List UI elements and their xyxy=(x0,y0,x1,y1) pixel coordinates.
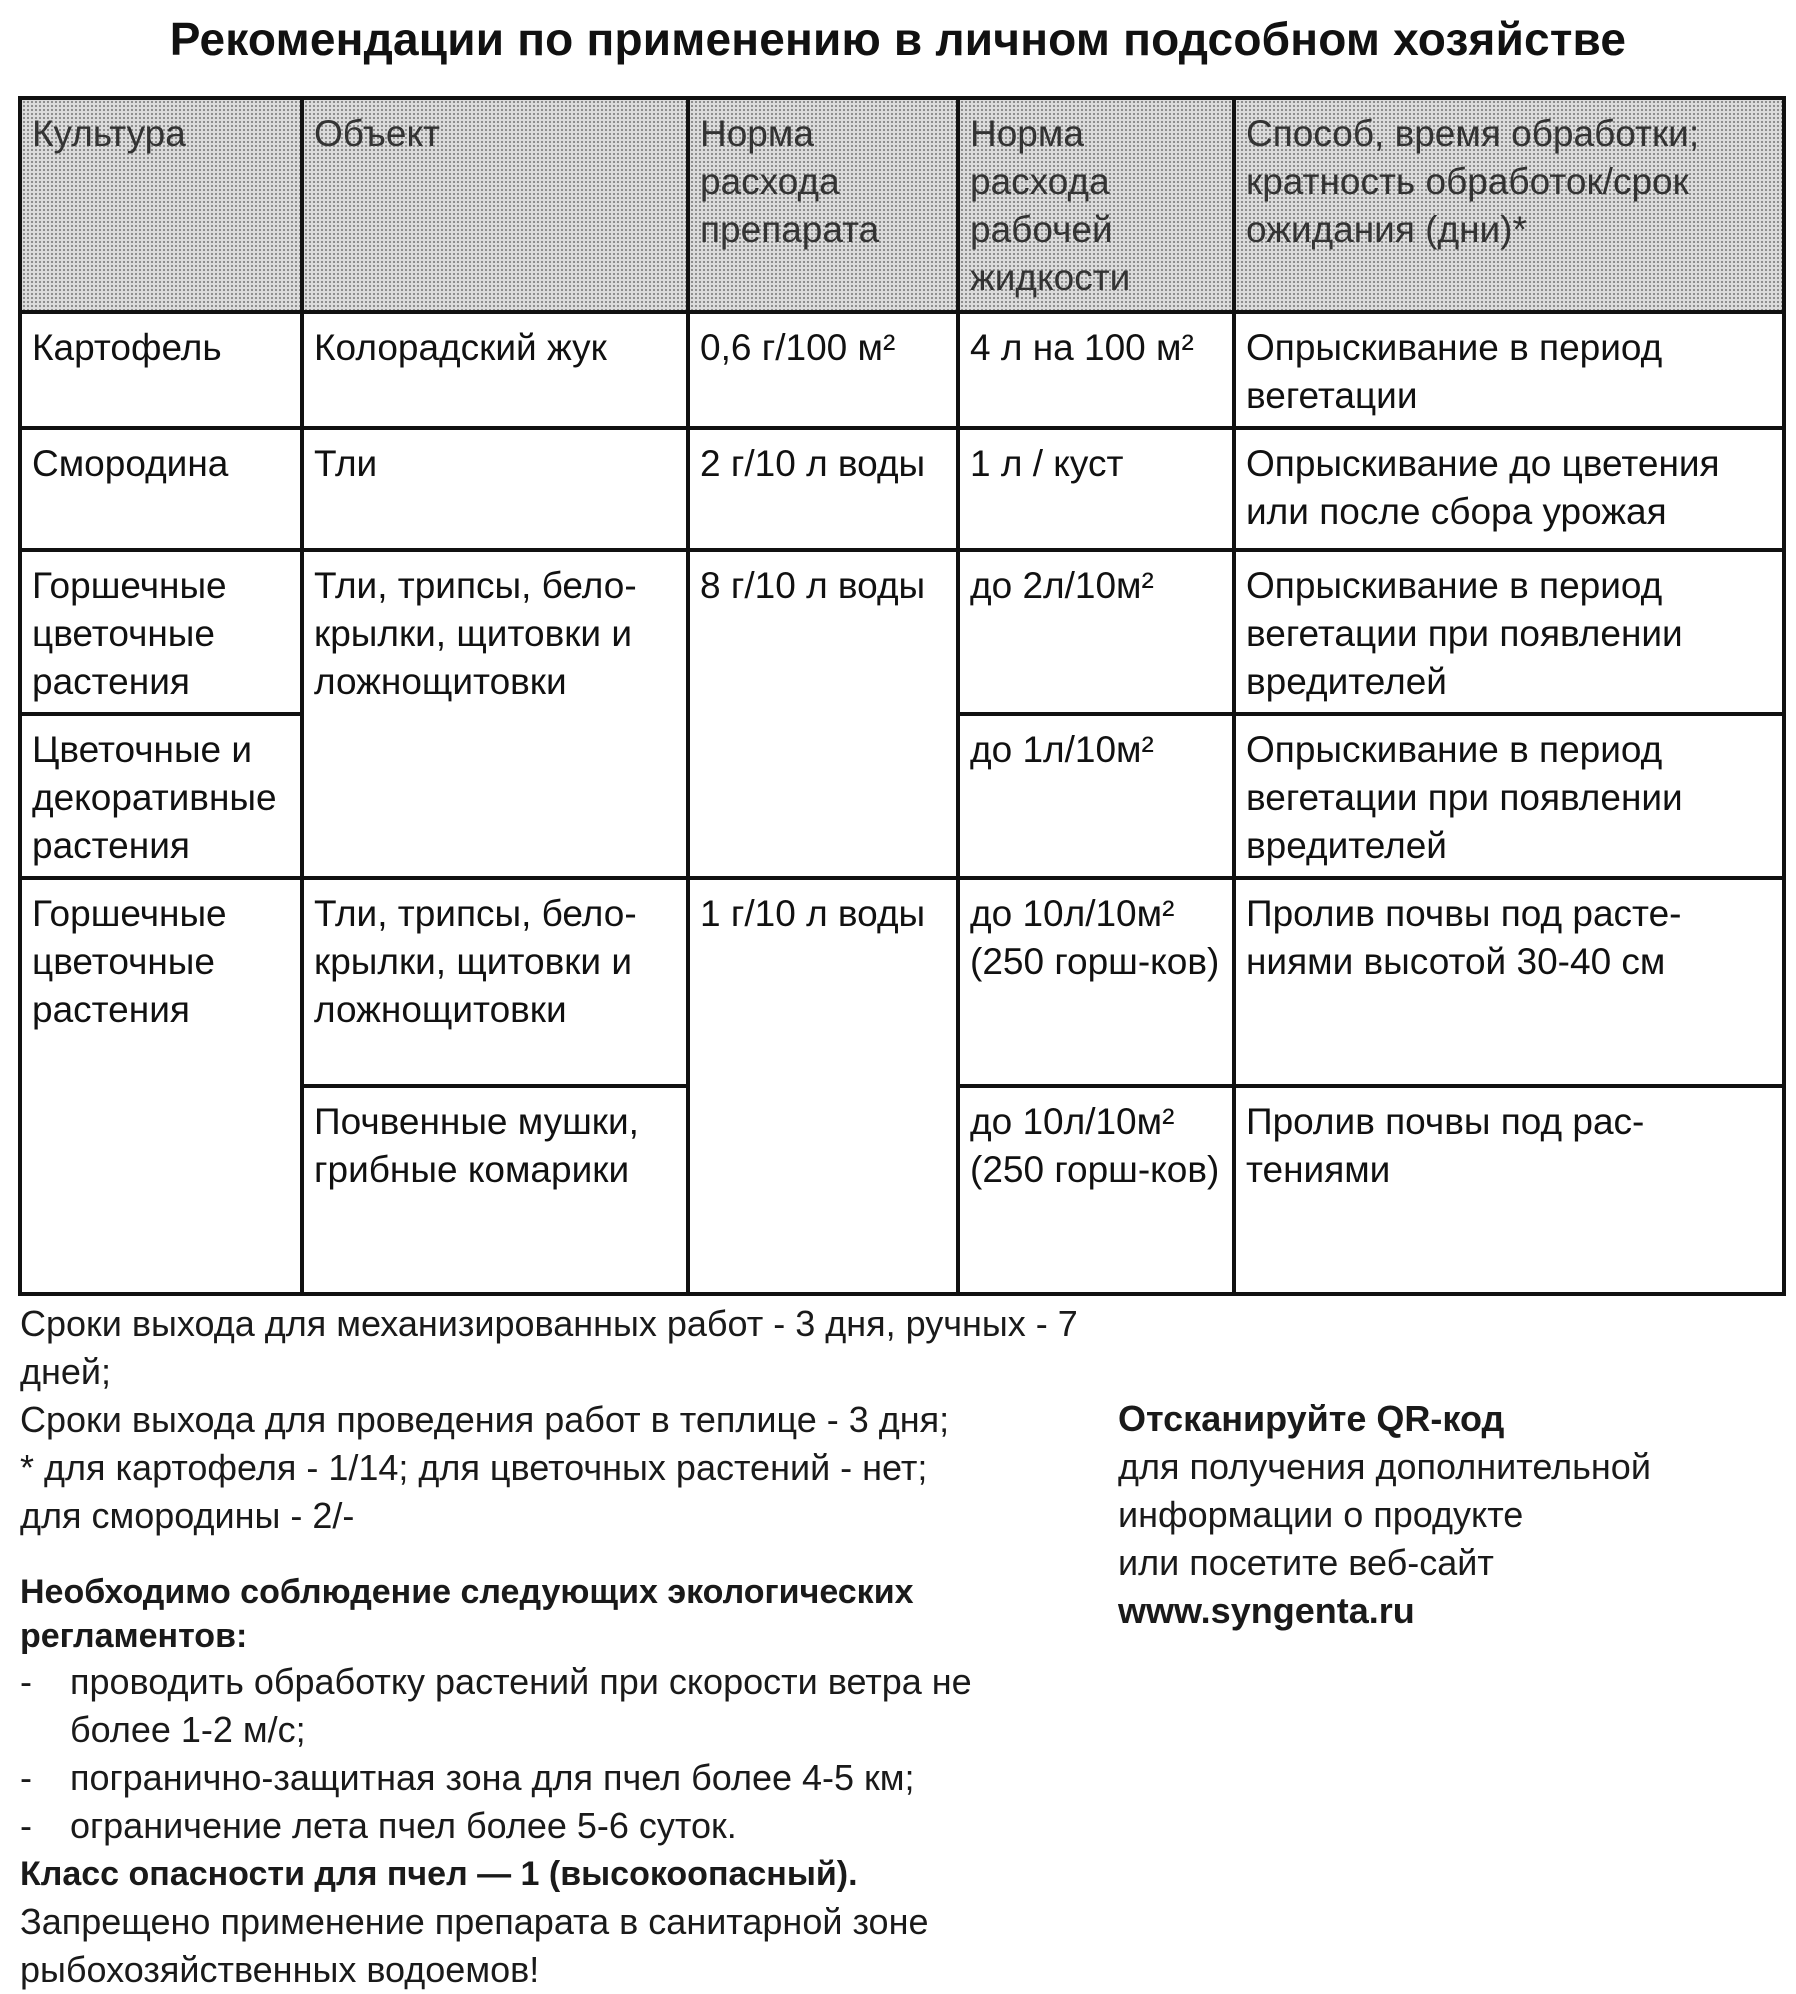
table-row xyxy=(20,550,1784,714)
qr-line: или посетите веб-сайт xyxy=(1118,1542,1494,1583)
qr-line: для получения дополнительной xyxy=(1118,1446,1651,1487)
cell-rate: 2 г/10 л воды xyxy=(688,428,958,550)
header-liquid: Норма расхода рабочей жидкости xyxy=(958,98,1234,312)
table-row xyxy=(20,428,1784,550)
recommendations-table xyxy=(18,96,1786,1296)
cell-object: Колорадский жук xyxy=(302,312,688,428)
cell-object: Тли, трипсы, бело-крылки, щитовки и ложнощитовки xyxy=(302,878,688,1086)
cell-liquid: до 10л/10м² (250 горш-ков) xyxy=(958,878,1234,1086)
cell-method: Опрыскивание в период вегетации при появлении вредителей xyxy=(1234,714,1784,878)
cell-method: Пролив почвы под рас-тениями xyxy=(1234,1086,1784,1294)
cell-crop: Горшечные цветочные растения xyxy=(20,550,302,714)
table-header-row xyxy=(20,98,1784,312)
note-line: для смородины - 2/- xyxy=(20,1495,355,1536)
cell-method: Опрыскивание в период вегетации xyxy=(1234,312,1784,428)
cell-liquid: до 10л/10м² (250 горш-ков) xyxy=(958,1086,1234,1294)
cell-method: Пролив почвы под расте-ниями высотой 30-40 см xyxy=(1234,878,1784,1086)
cell-method: Опрыскивание до цветения или после сбора урожая xyxy=(1234,428,1784,550)
cell-crop: Цветочные и декоративные растения xyxy=(20,714,302,878)
note-line: * для картофеля - 1/14; для цветочных растений - нет; xyxy=(20,1447,928,1488)
cell-crop: Смородина xyxy=(20,428,302,550)
cell-liquid: до 2л/10м² xyxy=(958,550,1234,714)
list-item xyxy=(20,1802,1080,1850)
cell-liquid: до 1л/10м² xyxy=(958,714,1234,878)
table-row xyxy=(20,312,1784,428)
notes-block xyxy=(20,1300,1080,1994)
cell-object: Почвенные мушки, грибные комарики xyxy=(302,1086,688,1294)
list-item xyxy=(20,1754,1080,1802)
list-item-text: погранично-защитная зона для пчел более 4-5 км; xyxy=(70,1757,915,1798)
cell-crop: Картофель xyxy=(20,312,302,428)
bullet-marker: - xyxy=(20,1805,32,1846)
website-link[interactable]: www.syngenta.ru xyxy=(1118,1590,1415,1631)
cell-liquid: 1 л / куст xyxy=(958,428,1234,550)
qr-line: информации о продукте xyxy=(1118,1494,1524,1535)
cell-crop: Горшечные цветочные растения xyxy=(20,878,302,1294)
header-method: Способ, время обработки; кратность обработок/срок ожидания (дни)* xyxy=(1234,98,1784,312)
bee-hazard-class: Класс опасности для пчел — 1 (высокоопасный). xyxy=(20,1855,858,1893)
cell-rate: 0,6 г/100 м² xyxy=(688,312,958,428)
cell-liquid: 4 л на 100 м² xyxy=(958,312,1234,428)
header-object: Объект xyxy=(302,98,688,312)
table-row xyxy=(20,878,1784,1086)
cell-method: Опрыскивание в период вегетации при появлении вредителей xyxy=(1234,550,1784,714)
eco-regulations-heading: Необходимо соблюдение следующих экологических регламентов: xyxy=(20,1573,914,1655)
cell-rate: 8 г/10 л воды xyxy=(688,550,958,878)
note-line: Сроки выхода для проведения работ в теплице - 3 дня; xyxy=(20,1399,950,1440)
qr-info-block xyxy=(1118,1395,1778,1635)
header-rate: Норма расхода препарата xyxy=(688,98,958,312)
note-line: Сроки выхода для механизированных работ - 3 дня, ручных - 7 дней; xyxy=(20,1303,1078,1392)
header-crop: Культура xyxy=(20,98,302,312)
list-item-text: ограничение лета пчел более 5-6 суток. xyxy=(70,1805,737,1846)
bullet-marker: - xyxy=(20,1757,32,1798)
page-title: Рекомендации по применению в личном подсобном хозяйстве xyxy=(169,13,1627,65)
cell-object: Тли, трипсы, бело-крылки, щитовки и ложнощитовки xyxy=(302,550,688,878)
cell-object: Тли xyxy=(302,428,688,550)
qr-heading: Отсканируйте QR-код xyxy=(1118,1398,1505,1439)
bullet-marker: - xyxy=(20,1661,32,1702)
prohibition-note: Запрещено применение препарата в санитарной зоне рыбохозяйственных водоемов! xyxy=(20,1901,929,1990)
list-item xyxy=(20,1658,1080,1754)
list-item-text: проводить обработку растений при скорости ветра не более 1-2 м/с; xyxy=(70,1661,972,1750)
cell-rate: 1 г/10 л воды xyxy=(688,878,958,1294)
